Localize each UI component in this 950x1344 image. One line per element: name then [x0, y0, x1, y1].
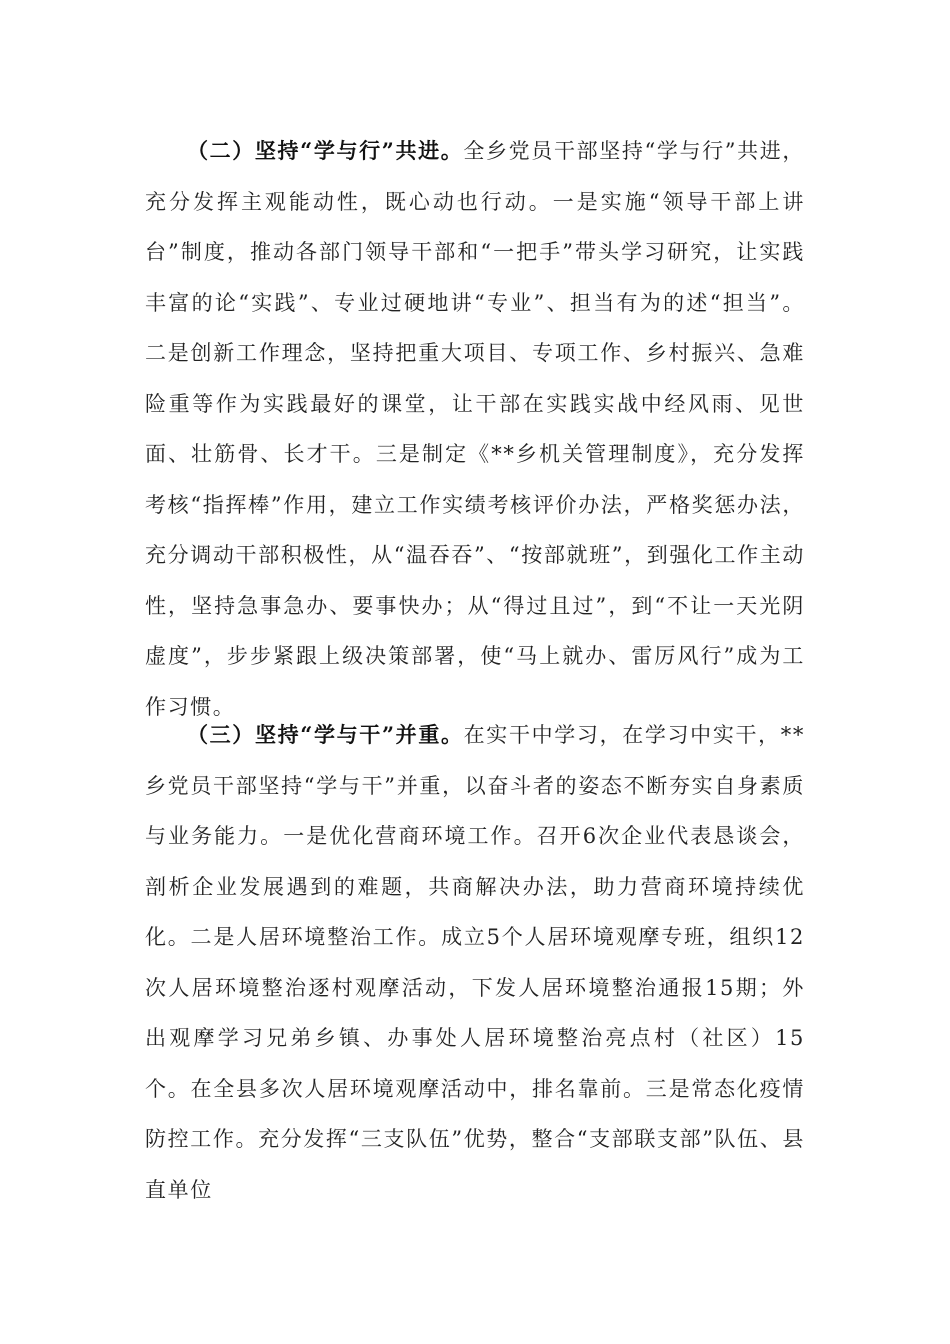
section-body-2: 全乡党员干部坚持“学与行”共进，充分发挥主观能动性，既心动也行动。一是实施“领导干部上讲台”制度，推动各部门领导干部和“一把手”带头学习研究，让实践丰富的论“实践”、专业过硬地讲“专业”、担当有为的述“担当”。二是创新工作理念，坚持把重大项目、专项工作、乡村振兴、急难险重等作为实践最好的课堂，让干部在实践实战中经风雨、见世面、壮筋骨、长才干。三是制定《**乡机关管理制度》，充分发挥考核“指挥棒”作用，建立工作实绩考核评价办法，严格奖惩办法，充分调动干部积极性，从“温吞吞”、“按部就班”，到强化工作主动性，坚持急事急办、要事快办；从“得过且过”，到“不让一天光阴虚度”，步步紧跟上级决策部署，使“马上就办、雷厉风行”成为工作习惯。: [145, 139, 805, 719]
section-heading-3: （三）坚持“学与干”并重。: [187, 722, 464, 747]
paragraph-section-2: [145, 126, 805, 732]
section-heading-2: （二）坚持“学与行”共进。: [187, 138, 464, 163]
section-body-3: 在实干中学习，在学习中实干，**乡党员干部坚持“学与干”并重，以奋斗者的姿态不断夯实自身素质与业务能力。一是优化营商环境工作。召开6次企业代表恳谈会，剖析企业发展遇到的难题，共商解决办法，助力营商环境持续优化。二是人居环境整治工作。成立5个人居环境观摩专班，组织12次人居环境整治逐村观摩活动，下发人居环境整治通报15期；外出观摩学习兄弟乡镇、办事处人居环境整治亮点村（社区）15个。在全县多次人居环境观摩活动中，排名靠前。三是常态化疫情防控工作。充分发挥“三支队伍”优势，整合“支部联支部”队伍、县直单位: [145, 723, 805, 1202]
paragraph-section-3: [145, 710, 805, 1215]
